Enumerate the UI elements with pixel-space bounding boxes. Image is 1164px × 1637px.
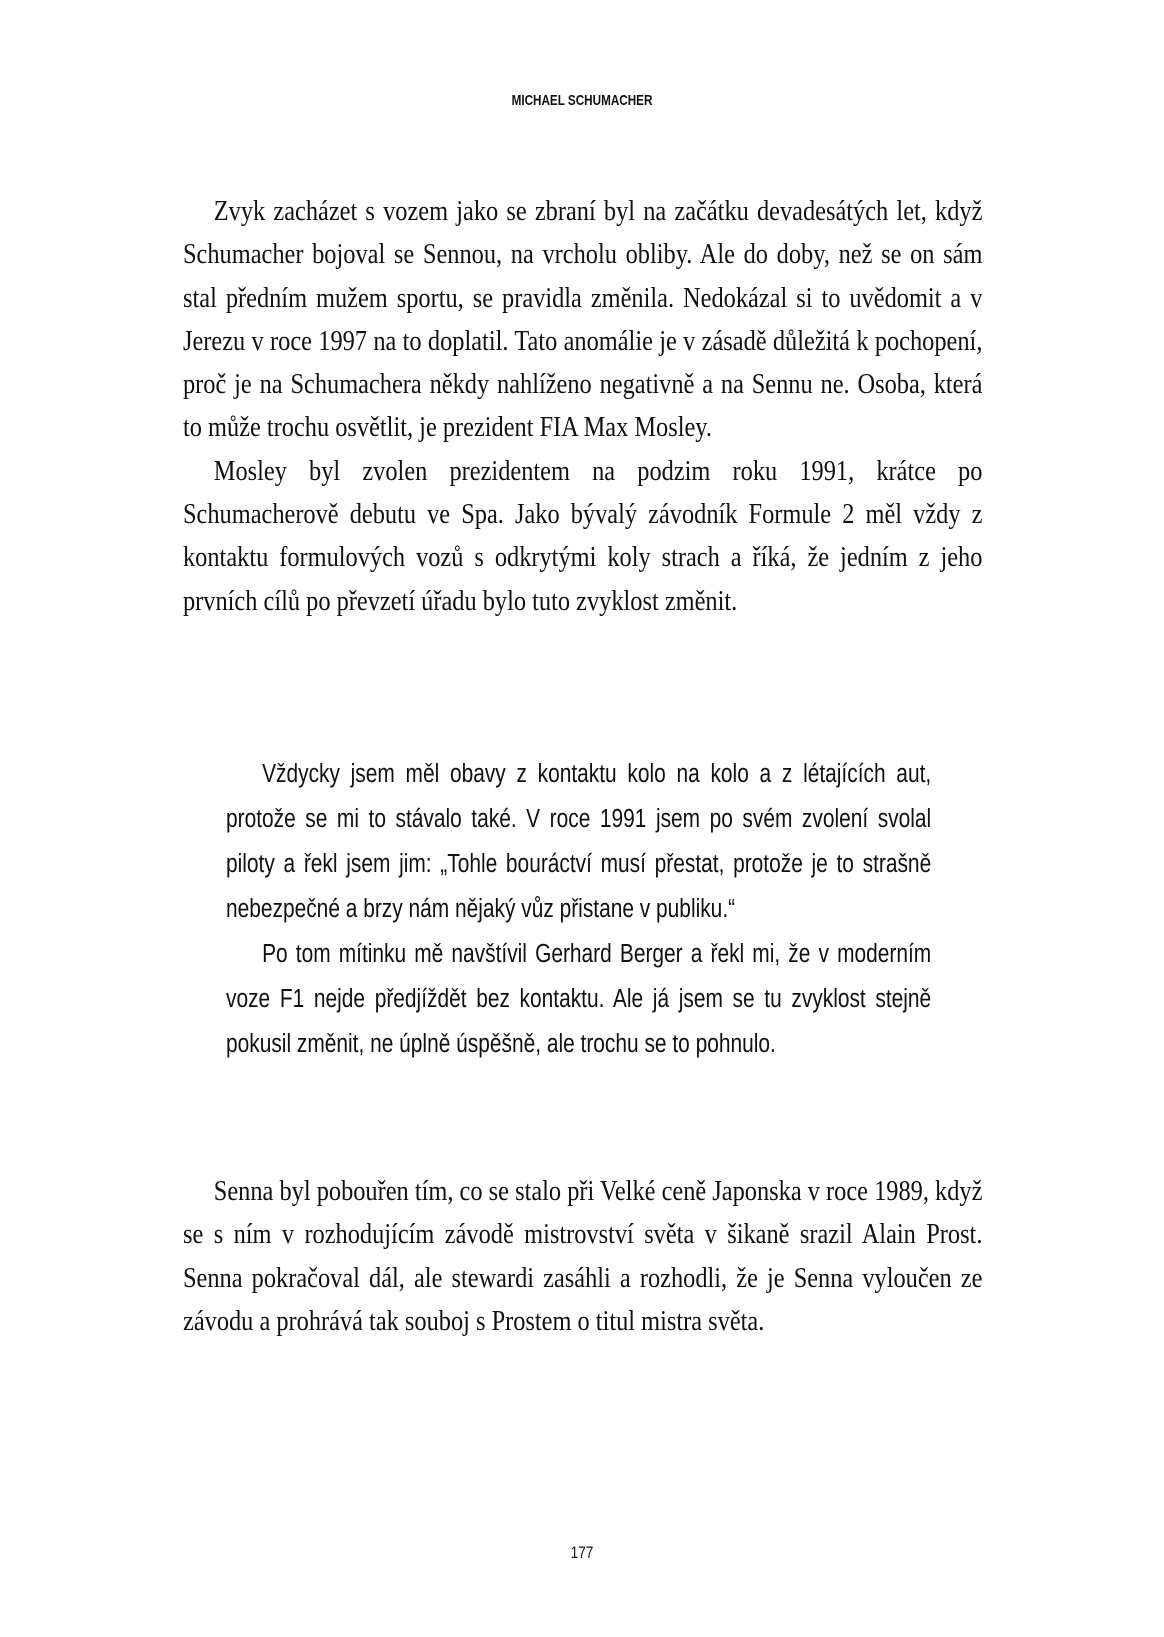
paragraph: Mosley byl zvolen prezidentem na podzim roku 1991, krátce po Schumacherově debutu ve Spa. Jako bývalý závodník Formule 2 měl vždy z kontaktu formulových vozů s odkrytými koly strach a říká, že jedním z jeho prvních cílů po převzetí úřadu bylo tuto zvyklost změnit.	[183, 455, 983, 617]
quote-paragraph: Vždycky jsem měl obavy z kontaktu kolo na kolo a z létajících aut, protože se mi to stávalo také. V roce 1991 jsem po svém zvolení svolal piloty a řekl jsem jim: „Tohle bouráctví musí přestat, protože je to strašně nebezpečné a brzy nám nějaký vůz přistane v publiku.“	[226, 760, 932, 923]
paragraph: Zvyk zacházet s vozem jako se zbraní byl na začátku devadesátých let, když Schumacher bojoval se Sennou, na vrcholu obliby. Ale do doby, než se on sám stal předním mužem sportu, se pravidla změnila. Nedokázal si to uvědomit a v Jerezu v roce 1997 na to doplatil. Tato anomálie je v zásadě důležitá k pochopení, proč je na Schumachera někdy nahlíženo negativně a na Sennu ne. Osoba, která to může trochu osvětlit, je prezident FIA Max Mosley.	[183, 196, 983, 444]
body-section-2	[183, 1170, 982, 1343]
page-number: 177	[570, 1543, 594, 1562]
quote-paragraph: Po tom mítinku mě navštívil Gerhard Berger a řekl mi, že v moderním voze F1 nejde předjíždět bez kontaktu. Ale já jsem se tu zvyklost stejně pokusil změnit, ne úplně úspěšně, ale trochu se to pohnulo.	[226, 940, 932, 1058]
block-quote	[226, 752, 931, 1067]
body-section-1	[183, 190, 982, 623]
running-head: MICHAEL SCHUMACHER	[511, 92, 653, 109]
paragraph: Senna byl pobouřen tím, co se stalo při Velké ceně Japonska v roce 1989, když se s ním v rozhodujícím závodě mistrovství světa v šikaně srazil Alain Prost. Senna pokračoval dál, ale stewardi zasáhli a rozhodli, že je Senna vyloučen ze závodu a prohrává tak souboj s Prostem o titul mistra světa.	[183, 1176, 983, 1337]
